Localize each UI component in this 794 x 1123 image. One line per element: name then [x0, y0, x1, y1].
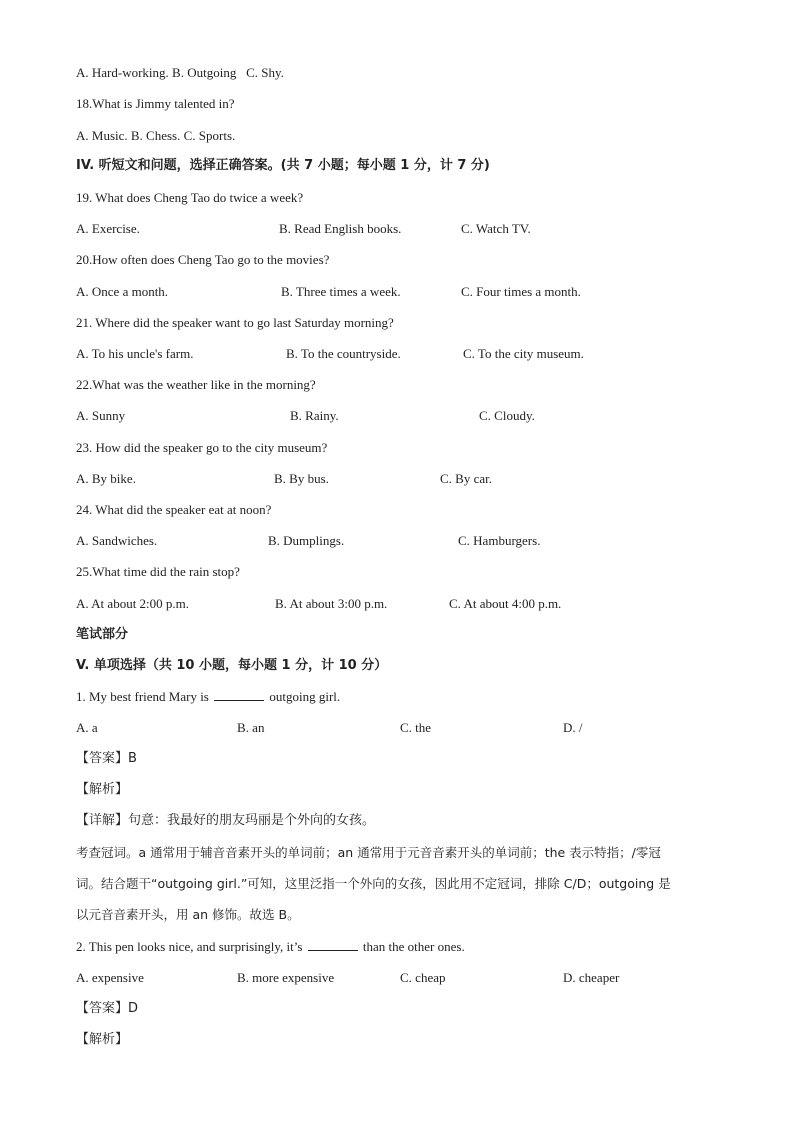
q24-option-b: B. Dumplings.: [268, 533, 345, 548]
q25-option-a: A. At about 2:00 p.m.: [76, 596, 190, 611]
q22-option-c: C. Cloudy.: [479, 408, 535, 423]
q21-option-b: B. To the countryside.: [286, 346, 401, 361]
q18-option-c: C. Sports.: [183, 128, 236, 143]
q23-option-c: C. By car.: [440, 471, 492, 486]
q20-option-c: C. Four times a month.: [461, 284, 581, 299]
mc1-blank: [214, 689, 264, 701]
q18-options: [76, 128, 235, 144]
mc1-stem-after: outgoing girl.: [269, 689, 341, 704]
q24-option-c: C. Hamburgers.: [458, 533, 541, 548]
mc2-analysis-label: 【解析】: [76, 1032, 129, 1047]
mc2-option-c: C. cheap: [400, 970, 446, 985]
mc2-answer: 【答案】D: [76, 1001, 139, 1016]
q23-option-b: B. By bus.: [274, 471, 329, 486]
mc1-stem-before: 1. My best friend Mary is: [76, 689, 209, 704]
q21-option-c: C. To the city museum.: [463, 346, 584, 361]
mc1-explain-line-3: 以元音音素开头，用 an 修饰。故选 B。: [76, 907, 300, 922]
q25-stem: 25.What time did the rain stop?: [76, 564, 240, 579]
mc1-option-b: B. an: [237, 720, 265, 735]
mc1-detail: 【详解】句意：我最好的朋友玛丽是个外向的女孩。: [76, 813, 376, 828]
q22-option-b: B. Rainy.: [290, 408, 339, 423]
mc2-option-a: A. expensive: [76, 970, 144, 985]
q19-option-b: B. Read English books.: [279, 221, 402, 236]
q19-stem: 19. What does Cheng Tao do twice a week?: [76, 190, 304, 205]
mc1-option-a: A. a: [76, 720, 98, 735]
mc1-answer: 【答案】B: [76, 751, 137, 766]
q18-stem: 18.What is Jimmy talented in?: [76, 96, 235, 111]
q18-option-a: A. Music.: [76, 128, 128, 143]
q19-option-c: C. Watch TV.: [461, 221, 531, 236]
q20-option-b: B. Three times a week.: [281, 284, 401, 299]
mc1-explain-line-2: 词。结合题干“outgoing girl.”可知，这里泛指一个外向的女孩，因此用不定冠词，排除 C/D；outgoing 是: [76, 876, 671, 891]
mc1-option-c: C. the: [400, 720, 432, 735]
section-5-title: V. 单项选择（共 10 小题，每小题 1 分，计 10 分）: [76, 658, 388, 673]
section-4-title: IV. 听短文和问题，选择正确答案。(共 7 小题；每小题 1 分，计 7 分): [76, 158, 490, 173]
mc2-option-b: B. more expensive: [237, 970, 335, 985]
mc1-option-d: D. /: [563, 720, 583, 735]
mc1-stem: [76, 689, 340, 705]
mc2-stem-after: than the other ones.: [362, 939, 465, 954]
q21-stem: 21. Where did the speaker want to go last Saturday morning?: [76, 315, 394, 330]
q20-option-a: A. Once a month.: [76, 284, 169, 299]
q23-option-a: A. By bike.: [76, 471, 136, 486]
mc1-analysis-label: 【解析】: [76, 782, 129, 797]
written-part-title: 笔试部分: [76, 627, 129, 642]
mc2-option-d: D. cheaper: [563, 970, 620, 985]
q25-option-c: C. At about 4:00 p.m.: [449, 596, 562, 611]
q21-option-a: A. To his uncle's farm.: [76, 346, 194, 361]
q24-stem: 24. What did the speaker eat at noon?: [76, 502, 272, 517]
mc2-blank: [308, 939, 358, 951]
q23-stem: 23. How did the speaker go to the city museum?: [76, 440, 328, 455]
q17-option-b: B. Outgoing: [172, 65, 237, 80]
q22-stem: 22.What was the weather like in the morning?: [76, 377, 316, 392]
mc2-stem: [76, 939, 465, 955]
q17-option-a: A. Hard-working.: [76, 65, 169, 80]
q24-option-a: A. Sandwiches.: [76, 533, 158, 548]
mc1-explain-line-1: 考查冠词。a 通常用于辅音音素开头的单词前；an 通常用于元音音素开头的单词前；the 表示特指；/零冠: [76, 845, 661, 860]
q22-option-a: A. Sunny: [76, 408, 126, 423]
q19-option-a: A. Exercise.: [76, 221, 140, 236]
q18-option-b: B. Chess.: [130, 128, 181, 143]
q17-option-c: C. Shy.: [246, 65, 284, 80]
q25-option-b: B. At about 3:00 p.m.: [275, 596, 388, 611]
q17-options: [76, 65, 284, 81]
mc2-stem-before: 2. This pen looks nice, and surprisingly, it’s: [76, 939, 303, 954]
q20-stem: 20.How often does Cheng Tao go to the movies?: [76, 252, 330, 267]
